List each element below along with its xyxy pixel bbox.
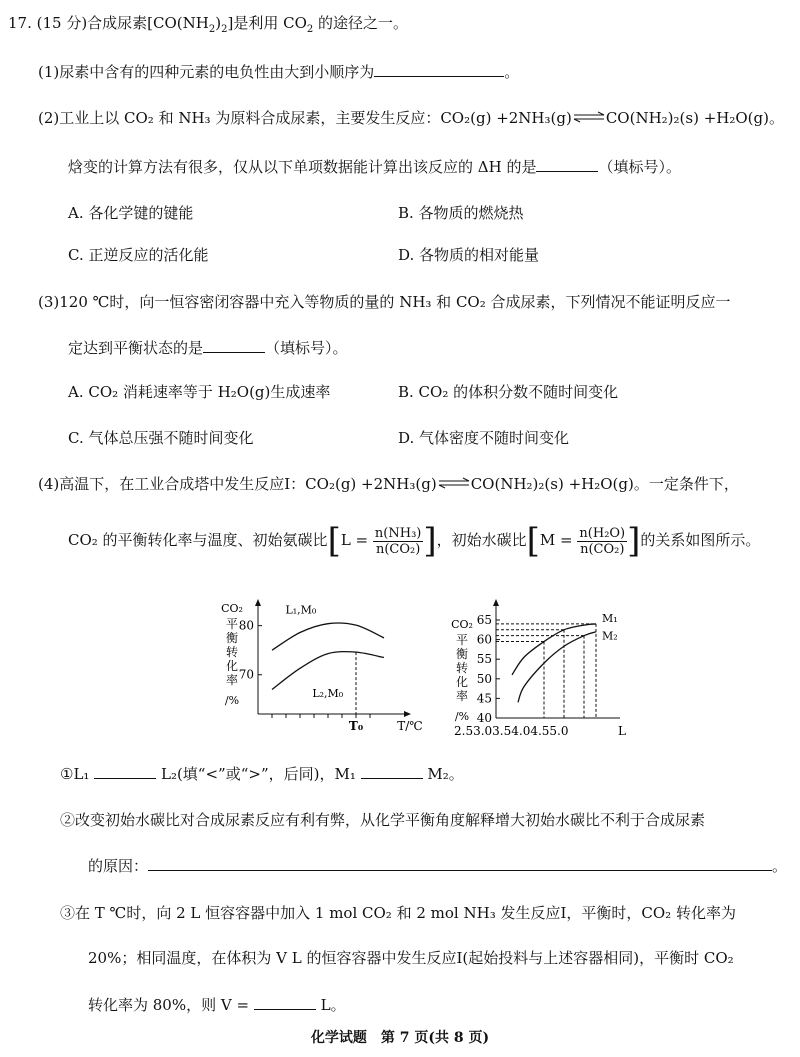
y-axis-label: 平 [455, 633, 469, 647]
part-3: ③在 T ℃时，向 2 L 恒容容器中加入 1 mol CO₂ 和 2 mol NH₃ 发生反应Ⅰ，平衡时，CO₂ 转化率为 [60, 904, 736, 922]
series-label: L₂,M₀ [312, 686, 344, 700]
sub-question-2-line2: 焓变的计算方法有很多，仅从以下单项数据能计算出该反应的 ΔH 的是 （填标号）。 [68, 158, 681, 176]
option-3a: A. CO₂ 消耗速率等于 H₂O(g)生成速率 [68, 383, 331, 401]
y-tick-label: 40 [476, 711, 492, 725]
equilibrium-arrow-icon [437, 474, 471, 494]
y-tick-label: 50 [476, 671, 492, 686]
option-2d: D. 各物质的相对能量 [398, 246, 540, 264]
series-label: L₁,M₀ [285, 603, 317, 617]
answer-blank-1[interactable] [374, 62, 504, 77]
y-tick-label: 80 [238, 618, 254, 633]
answer-blank-7[interactable] [254, 995, 316, 1010]
equilibrium-arrow-icon [572, 108, 606, 128]
y-axis-label: 化 [455, 675, 469, 689]
sub-question-4-line2: CO₂ 的平衡转化率与温度、初始氨碳比[L = $\frac{\text{n(NH₃)}}{\text{n(CO₂)}}$ ]，初始水碳比[M = $\frac{\text{n(H₂O)}}{\text{n(CO₂)}}$ ]的关系如图所示。 [68, 521, 761, 561]
chart-ammonia-ratio [448, 594, 648, 744]
option-3d: D. 气体密度不随时间变化 [398, 429, 570, 447]
series-label: M₂ [602, 629, 618, 643]
series-line [512, 624, 596, 675]
series-line [272, 652, 384, 690]
sub-question-3: (3)120 ℃时，向一恒容密闭容器中充入等物质的量的 NH₃ 和 CO₂ 合成尿素，下列情况不能证明反应一 [38, 293, 731, 311]
y-axis-label: 转 [225, 645, 239, 659]
answer-blank-5[interactable] [361, 764, 423, 779]
sub-question-2: (2)工业上以 CO₂ 和 NH₃ 为原料合成尿素，主要发生反应：CO₂(g) +2NH₃(g) CO(NH₂)₂(s) +H₂O(g)。 [38, 109, 784, 127]
ratio-M-fraction: $\frac{\text{n(H₂O)}}{\text{n(CO₂)}}$ [579, 525, 626, 557]
x-tick-label: 2.53.03.54.04.55.0 [454, 724, 569, 738]
y-axis-label: 平 [225, 617, 239, 631]
chart-temperature [212, 594, 423, 744]
y-axis-arrow-icon [255, 599, 261, 606]
answer-blank-2[interactable] [536, 157, 598, 172]
y-tick-label: 60 [476, 632, 492, 647]
y-tick-label: 65 [476, 613, 492, 627]
y-tick-label: 55 [476, 652, 492, 667]
question-17-header: 17. (15 分)合成尿素$[CO(NH_2)_2]$是利用 $CO_2$ 的途径之一。 [8, 14, 409, 35]
y-axis-label: /% [224, 694, 240, 707]
series-line [272, 623, 384, 650]
y-axis-label: 转 [455, 661, 469, 675]
sub-question-4: (4)高温下，在工业合成塔中发生反应Ⅰ：CO₂(g) +2NH₃(g) CO(NH₂)₂(s) +H₂O(g)。一定条件下， [38, 475, 739, 493]
part-2: ②改变初始水碳比对合成尿素反应有利有弊，从化学平衡角度解释增大初始水碳比不利于合成尿素 [60, 811, 706, 829]
answer-blank-6[interactable] [148, 856, 772, 871]
x-axis-arrow-icon [404, 711, 411, 717]
part-3-line3: 转化率为 80%，则 V = L。 [88, 996, 346, 1014]
part-3-line2: 20%；相同温度，在体积为 V L 的恒容容器中发生反应Ⅰ(起始投料与上述容器相同)，平衡时 CO₂ [88, 949, 734, 967]
y-tick-label: 70 [238, 667, 254, 682]
y-axis-label: CO₂ [451, 618, 473, 631]
part-2-line2: 的原因： 。 [88, 857, 788, 875]
y-axis-label: /% [454, 710, 470, 723]
y-axis-label: 率 [455, 689, 469, 703]
ratio-L-fraction: $\frac{\text{n(NH₃)}}{\text{n(CO₂)}}$ [374, 525, 422, 557]
answer-blank-3[interactable] [203, 338, 265, 353]
y-axis-label: 化 [225, 659, 239, 673]
answer-blank-4[interactable] [94, 764, 156, 779]
sub-question-3-line2: 定达到平衡状态的是 （填标号）。 [68, 339, 348, 357]
y-tick-label: 45 [476, 691, 492, 706]
option-2a: A. 各化学键的键能 [68, 204, 194, 222]
y-axis-label: 衡 [455, 647, 469, 661]
sub-question-1: (1)尿素中含有的四种元素的电负性由大到小顺序为 。 [38, 63, 520, 81]
x-tick-label: T₀ [348, 719, 364, 733]
page-footer: 化学试题 第 7 页(共 8 页) [310, 1030, 490, 1046]
y-axis-arrow-icon [493, 599, 499, 606]
option-3b: B. CO₂ 的体积分数不随时间变化 [398, 383, 619, 401]
part-1: ①L₁ L₂(填“<”或“>”，后同)，M₁ M₂。 [60, 765, 464, 783]
series-label: M₁ [602, 611, 618, 625]
option-3c: C. 气体总压强不随时间变化 [68, 429, 254, 447]
y-axis-label: 衡 [225, 631, 239, 645]
y-axis-label: CO₂ [221, 602, 243, 615]
x-axis-label: T/℃ [397, 719, 423, 733]
y-axis-label: 率 [225, 673, 239, 687]
x-axis-label: L [618, 724, 626, 738]
option-2b: B. 各物质的燃烧热 [398, 204, 524, 222]
option-2c: C. 正逆反应的活化能 [68, 246, 209, 264]
